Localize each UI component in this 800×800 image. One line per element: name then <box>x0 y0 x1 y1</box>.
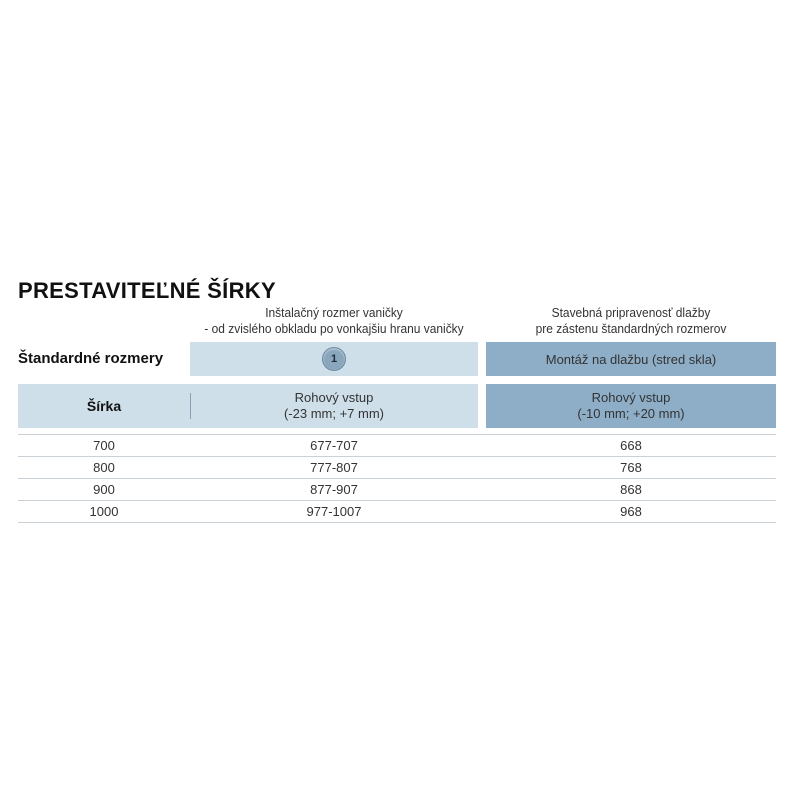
tile-prep-cell: 668 <box>620 438 642 453</box>
left-column-header <box>202 305 467 337</box>
left-table-header <box>190 384 478 428</box>
install-range-cell: 777-807 <box>310 460 358 475</box>
table-body <box>18 434 776 523</box>
left-table-header-line2: (-23 mm; +7 mm) <box>283 406 385 421</box>
right-column-header-line2: pre zástenu štandardných rozmerov <box>535 321 727 336</box>
tile-prep-cell: 968 <box>620 504 642 519</box>
right-table-header <box>486 384 776 428</box>
right-column-header <box>498 305 765 337</box>
tile-prep-cell: 768 <box>620 460 642 475</box>
right-column-header-line1: Stavebná pripravenosť dlažby <box>551 305 711 320</box>
width-cell: 700 <box>93 438 115 453</box>
left-table-header-line1: Rohový vstup <box>294 390 374 405</box>
table-row <box>18 478 776 500</box>
install-range-cell: 677-707 <box>310 438 358 453</box>
width-cell: 900 <box>93 482 115 497</box>
standard-right-cell: Montáž na dlažbu (stred skla) <box>486 342 776 376</box>
width-column-header: Šírka <box>86 398 122 414</box>
right-table-header-line2: (-10 mm; +20 mm) <box>577 406 685 421</box>
install-range-cell: 977-1007 <box>306 504 362 519</box>
width-cell: 1000 <box>89 504 119 519</box>
right-table-header-line1: Rohový vstup <box>591 390 671 405</box>
tile-prep-cell: 868 <box>620 482 642 497</box>
width-cell: 800 <box>93 460 115 475</box>
table-row <box>18 456 776 478</box>
page-title: PRESTAVITEĽNÉ ŠÍRKY <box>18 278 276 303</box>
table-row <box>18 500 776 523</box>
install-range-cell: 877-907 <box>310 482 358 497</box>
standard-dimensions-label: Štandardné rozmery <box>18 350 164 367</box>
number-badge: 1 <box>322 347 346 371</box>
standard-left-cell <box>190 342 478 376</box>
left-column-header-line2: - od zvislého obkladu po vonkajšiu hranu vaničky <box>204 321 464 336</box>
left-column-header-line1: Inštalačný rozmer vaničky <box>265 305 403 320</box>
table-row <box>18 434 776 456</box>
